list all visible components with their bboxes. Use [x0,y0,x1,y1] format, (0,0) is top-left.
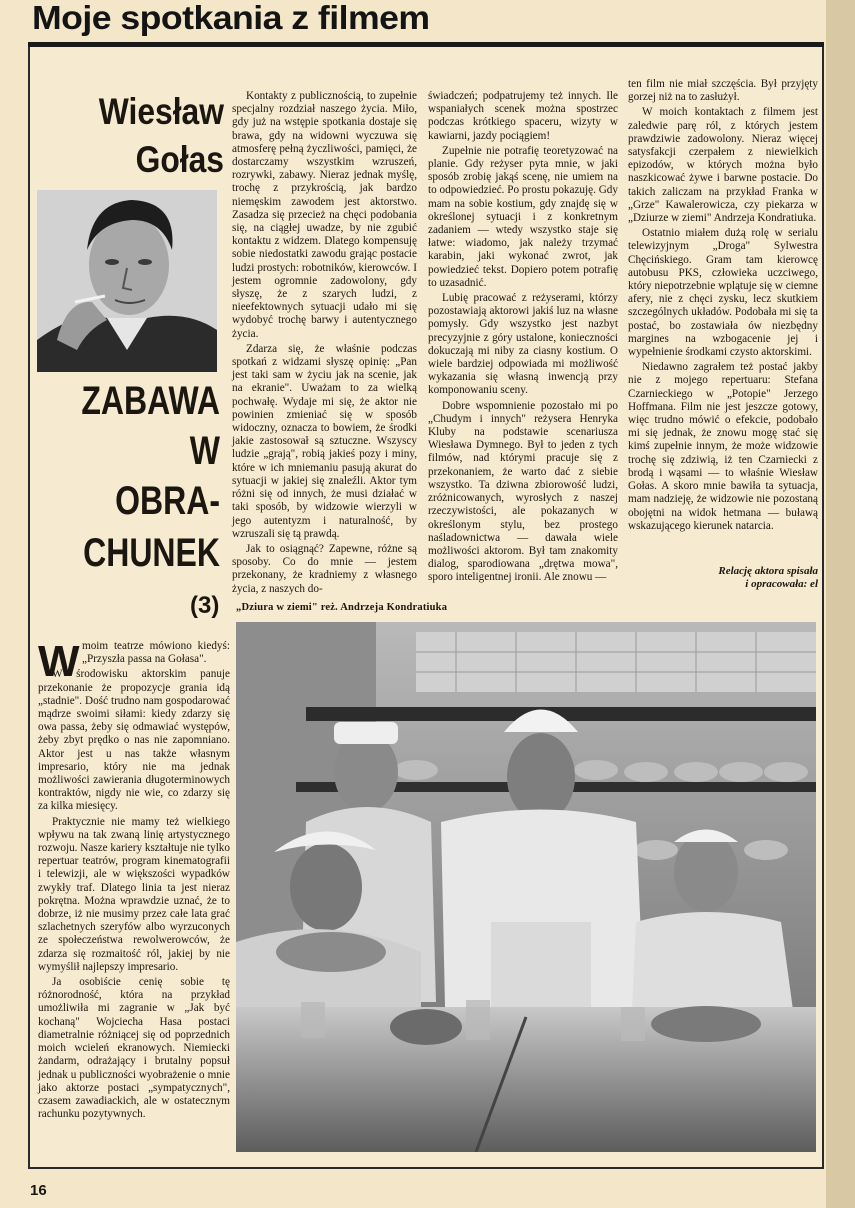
paragraph: Niedawno zagrałem też postać jakby nie z mojego repertuaru: Stefana Czarnieckiego w „Potopie" Jerzego Hoffmana. Film nie jest jeszcze gotowy, więc trudno mówić o efekcie, podobało mi się jednak, że znowu mogę stać się kimś zupełnie innym, że może widzowie trochę się zdziwią, iż ten Czarniecki z brodą i wąsami — to właśnie Wiesław Gołas. A skoro mnie bawiła ta sytuacja, mam nadzieję, że widzowie nie pozostaną obojętni na widok hetmana — buławą wskazującego kierunek natarcia. [628,361,818,532]
byline [628,565,818,591]
page-number: 16 [30,1182,47,1199]
author-last-name: Gołas [135,139,224,180]
headline-line-1: ZABAWA [81,379,220,423]
paragraph: moim teatrze mówiono kiedyś: „Przyszła passa na Gołasa". [82,640,230,666]
paragraph: Ja osobiście cenię sobie tę różnorodność, która na przykład umożliwiła mi zagranie w „Jak być kochaną" Wojciecha Hasa postaci diametralnie różniącej się od poprzednich moich wcieleń ekranowych. Niemiecki żandarm, odrażający i brutalny popsuł jednak u publiczności wyobrażenie o mnie jako aktorze postaci „sympatycznych", czasem zawadiackich, ale w ostatecznym rachunku pozytywnych. [38,976,230,1121]
page-edge [826,0,855,1208]
paragraph: Praktycznie nie mamy też wielkiego wpływu na tak zwaną linię artystycznego rozwoju. Nasze kariery kształtuje nie tylko repertuar teatrów, program kinematografii i telewizji, ale w większości wypadków zwykły traf. Dlatego linia ta jest nieraz pokrętna. Można wprawdzie uznać, że to dobrze, iż nie musimy przez całe lata grać szlachetnych szeryfów albo wyrzuconych ze społeczeństwa rewolwerowców, że zdarza się rozmaitość ról, jakiej by nie wymyślił najlepszy impresario. [38,815,230,973]
paragraph: W środowisku aktorskim panuje przekonanie że propozycje grania idą „stadnie". Dość trudno nam gospodarować mądrze swoimi siłami: kiedy zdarzy się owa passa, żeby się odmawiać występów, żeby zbyt prędko o nas nie zapomniano. Aktor jest u nas także własnym impresario, który nie ma jednak możliwości zawierania długoterminowych kontraktów, nigdy nie wie, co zdarzy się za kilka miesięcy. [38,668,230,813]
headline-line-2: W [189,429,220,473]
text-column-3 [428,90,618,595]
text-column-2 [232,90,417,595]
portrait-illustration [37,190,217,372]
bakery-scene-illustration [236,622,816,1152]
paragraph: Ostatnio miałem dużą rolę w serialu telewizyjnym „Droga" Sylwestra Chęcińskiego. Gram tam kierowcę autobusu PKS, człowieka uczciwego, który niepotrzebnie wplątuje się w ciemne afery, nie z chęci zysku, lecz skutkiem szczególnych układów. Podobała mi się ta postać, bo zostawiała ów niezbędny margines na wzbogacenie jej i wypełnienie środkami czysto aktorskimi. [628,227,818,359]
headline-line-4: CHUNEK [83,531,220,575]
paragraph: Lubię pracować z reżyserami, którzy pozostawiają aktorowi jakiś luz na własne pomysły. Gdy wszystko jest nazbyt precyzyjnie z góry ustalone, konieczności dokuczają mi niby za ciasny kostium. O wiele bardziej odpowiada mi możliwość wykazania się własną inwencją przy komponowaniu sceny. [428,292,618,397]
headline-line-3: OBRA- [115,479,220,523]
drop-cap: W [38,637,80,686]
section-title: Moje spotkania z filmem [32,0,430,36]
text-column-4 [628,78,818,564]
byline-line-2: i opracowała: el [745,578,818,590]
photo-caption: „Dziura w ziemi" reż. Andrzeja Kondratiuka [236,602,448,613]
part-number: (3) [190,592,220,619]
paragraph: Zupełnie nie potrafię teoretyzować na planie. Gdy reżyser pyta mnie, w jaki sposób zrobię jakąś scenę, nie umiem na to odpowiedzieć. Po prostu pokazuję. Gdy mam na sobie kostium, gdy znajdę się w określonej sytuacji i z konkretnym zadaniem — wtedy wszystko staje się łatwe: wiadomo, jak należy trzymać karabin, jaki wykonać zwrot, jak powiedzieć tekst. Dopiero potem potrafię to uzasadnić. [428,144,618,289]
paragraph: Kontakty z publicznością, to zupełnie specjalny rozdział naszego życia. Miło, gdy już na wstępie spotkania dostaje się brawa, gdy na widowni wyczuwa się atmosferę pełną życzliwości, pamięci, że dostarczamy wszystkim wzruszeń, rozrywki, zabawy. Nieraz jednak myślę, trochę z przykrością, jak bardzo niemęskim zawodem jest aktorstwo. Zasadza się przecież na chęci podobania się, na ciągłej uwadze, by nie zgubić kontaktu z widzem. Dlatego kompensuję sobie niedostatki zawodu grając postacie ludzi prostych: robotników, kierowców. I jestem ogromnie zadowolony, gdy słyszę, że z szarych ludzi, z nieefektownych sytuacji udało mi się wydobyć trochę barwy i autentycznego życia. [232,90,417,340]
paragraph: ten film nie miał szczęścia. Był przyjęty gorzej niż na to zasłużył. [628,78,818,104]
film-still-photo [236,622,816,1152]
paragraph: Zdarza się, że właśnie podczas spotkań z widzami słyszę opinię: „Pan jest taki sam w życiu jak na scenie, jak na ekranie". Uważam to za wielką pochwałę. Wydaje mi się, że aktor nie powinien zmieniać się w sposób widoczny, oznacza to bowiem, że środki jakie zastosował są sztuczne. Wszyscy ludzie „grają", robią jakieś pozy i miny, które w ich mniemaniu pasują akurat do sytuacji w jakiej się znaleźli. Aktor tym różni się od innych, że musi działać w taki sposób, by widzowie wierzyli w jego autentyzm i naturalność, by wzruszali się tą prawdą. [232,342,417,540]
paragraph: Jak to osiągnąć? Zapewne, różne są sposoby. Co do mnie — jestem przekonany, że kradniemy z własnego życia, z naszych do- [232,542,417,595]
byline-line-1: Relację aktora spisała [718,565,818,577]
author-first-name: Wiesław [98,91,224,132]
text-column-1 [38,637,230,1162]
paragraph: W moich kontaktach z filmem jest zaledwie parę ról, z których jestem prawdziwie zadowolony. Nieraz więcej satysfakcji czerpałem z niewielkich epizodów, w których można było naszkicować żywe i barwne postacie. Do takich zaliczam na przykład Franka w „Grze" Kawalerowicza, czy piekarza w „Dziurze w ziemi" Andrzeja Kondratiuka. [628,106,818,225]
paragraph: Dobre wspomnienie pozostało mi po „Chudym i innych" reżysera Henryka Kluby na podstawie scenariusza Wiesława Dymnego. Był to jeden z tych filmów, nad którymi pracuje się z przekonaniem, że warto dać z siebie wszystko. Ta dziwna zbiorowość ludzi, zróżnicowanych, wyrosłych z naszej rzeczywistości, ale pokazanych w określonym stylu, bez prostego naśladownictwa — dawała wiele możliwości aktorom. Był tam znakomity dialog, sparodiowana „drętwa mowa", sporo inteligentnej ironii. Ale znowu — [428,399,618,584]
author-portrait [37,190,217,372]
paragraph: świadczeń; podpatrujemy też innych. Ile wspaniałych scenek można spostrzec podczas krótkiego spaceru, wizyty w kawiarni, jazdy pociągiem! [428,90,618,142]
